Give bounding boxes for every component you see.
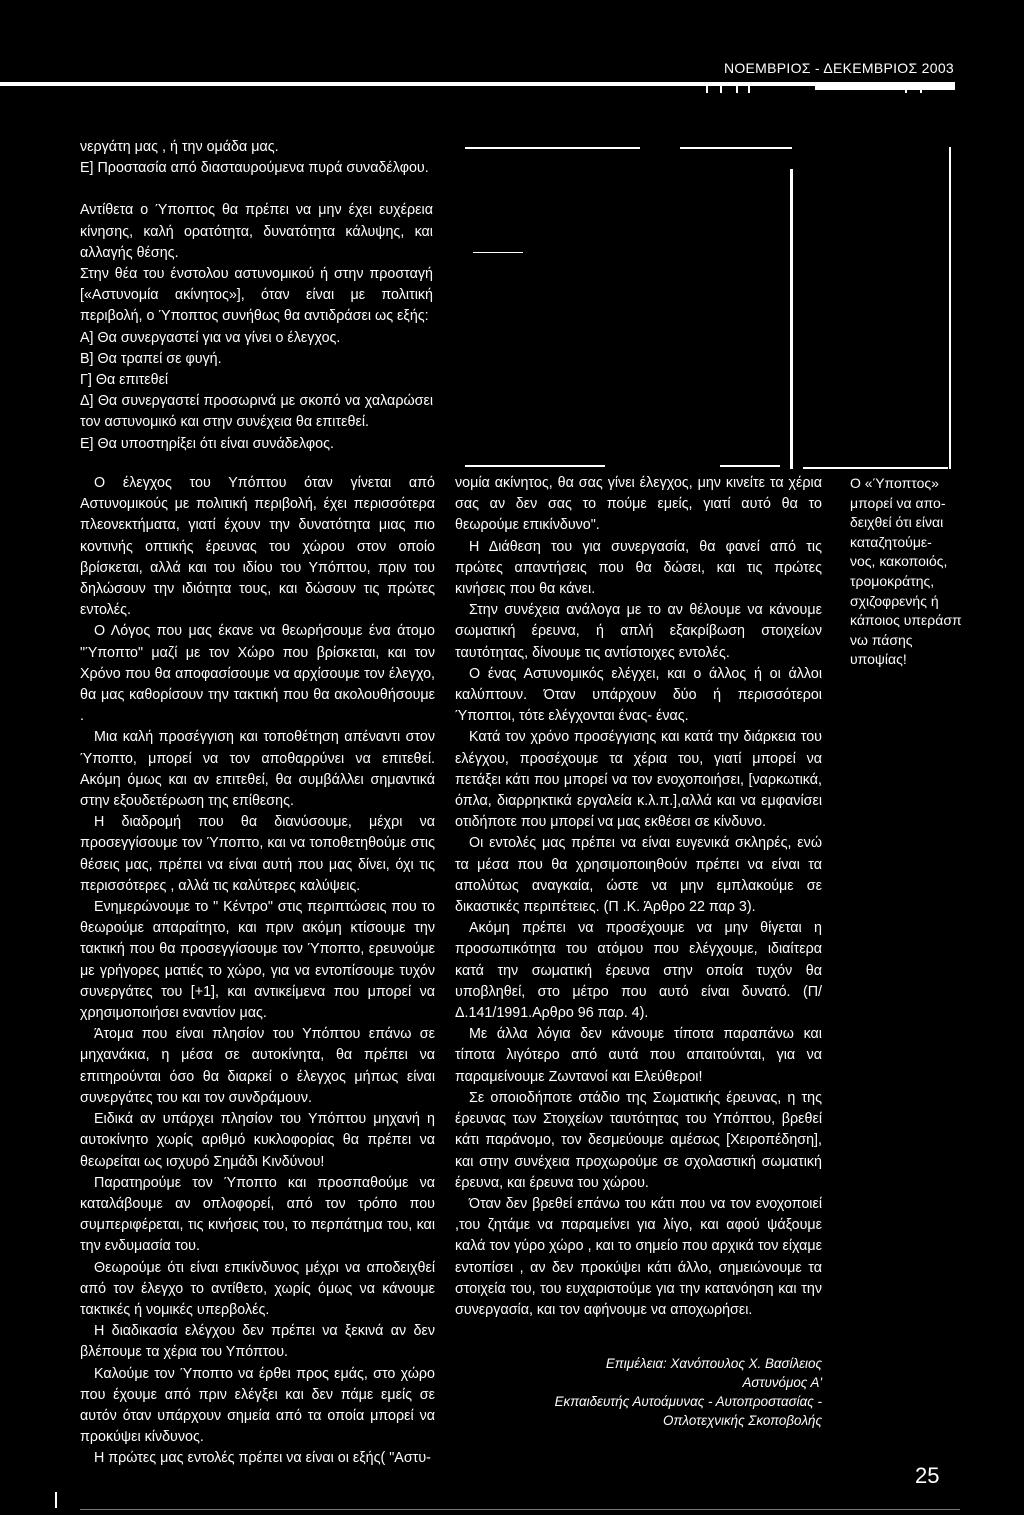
paragraph: Παρατηρούμε τον Ύποπτο και προσπαθούμε να καταλάβουμε αν οπλοφορεί, από τον τρόπο που συμπεριφέρεται, τις κινήσεις του, το περπάτημα του, και την ενδυμασία του. [80, 1174, 435, 1255]
rule-tick [736, 86, 738, 93]
callout-line: μπορεί να απο- [850, 494, 946, 511]
paragraph: Η διαδικασία ελέγχου δεν πρέπει να ξεκινά αν δεν βλέπουμε τα χέρια του Υπόπτου. [80, 1323, 435, 1361]
photo-frame [465, 147, 952, 469]
paragraph: Ο ένας Αστυνομικός ελέγχει, και ο άλλος ή οι άλλοι καλύπτουν. Όταν υπάρχουν δύο ή περισσότεροι Ύποπτοι, τότε ελέγχονται ένας- ένας. [455, 665, 822, 725]
callout-line: σχιζοφρενής ή [850, 592, 939, 609]
credit-line: Οπλοτεχνικής Σκοποβολής [663, 1413, 822, 1428]
paragraph: Όταν δεν βρεθεί επάνω του κάτι που να τον ενοχοποιεί ,του ζητάμε να παραμείνει για λίγο, και αφού ψάξουμε καλά τον γύρο χώρο , και το σημείο που αρχικά τον είχαμε εντοπίσει , αν δεν προκύψει κάτι άλλο, σημειώνουμε τα στοιχεία του, του ευχαριστούμε για την κατανόηση και την συνεργασία, και τον αφήνουμε να αποχωρήσει. [455, 1195, 822, 1318]
paragraph: Ενημερώνουμε το " Κέντρο" στις περιπτώσεις που το θεωρούμε απαραίτητο, και πριν ακόμη κτίσουμε την τακτική που θα προσεγγίσουμε τον Ύποπτο, ερευνούμε με γρήγορες ματιές το χώρο, για να εντοπίσουμε τυχόν συνεργάτες του [+1], και αντικείμενα που μπορεί να χρησιμοποιήσει εναντίον μας. [80, 899, 435, 1022]
callout-line: νος, κακοποιός, [850, 553, 948, 570]
rule-tick [720, 86, 722, 93]
list-item: Β] Θα τραπεί σε φυγή. [80, 350, 222, 367]
paragraph: Η διαδρομή που θα διανύσουμε, μέχρι να προσεγγίσουμε τον Ύποπτο, και να τοποθετηθούμε στις θέσεις μας, πρέπει να είναι αυτή που μας δίνει, όχι τις περισσότερες , αλλά τις καλύτερες καλύψεις. [80, 814, 435, 894]
callout-line: δειχθεί ότι είναι [850, 514, 944, 531]
credit-line: Εκπαιδευτής Αυτοάμυνας - Αυτοπροστασίας - [554, 1394, 822, 1409]
paragraph: Η πρώτες μας εντολές πρέπει να είναι οι εξής( "Αστυ- [94, 1450, 431, 1467]
author-credit [510, 1354, 822, 1430]
paragraph: Μια καλή προσέγγιση και τοποθέτηση απέναντι στον Ύποπτο, μπορεί να τον αποθαρρύνει να επιτεθεί. Ακόμη όμως και αν επιτεθεί, θα συμβάλλει σημαντικά στην εξουδετέρωση της επίθεσης. [80, 729, 435, 810]
middle-column [455, 473, 822, 1321]
callout-line: καταζητούμε- [850, 533, 932, 550]
list-item: Γ] Θα επιτεθεί [80, 372, 169, 389]
callout-line: τρομοκράτης, [850, 572, 935, 589]
list-item: Ε] Θα υποστηρίξει ότι είναι συνάδελφος. [80, 435, 334, 452]
paragraph: Οι εντολές μας πρέπει να είναι ευγενικά σκληρές, ενώ τα μέσα που θα χρησιμοποιηθούν πρέπει να είναι τα απολύτως αναγκαία, ώστε να μην εμπλακούμε σε δικαστικές περιπέτειες. (Π .Κ. Άρθρο 22 παρ 3). [455, 835, 822, 916]
paragraph: Κατά τον χρόνο προσέγγισης και κατά την διάρκεια του ελέγχου, προσέχουμε τα χέρια του, γιατί μπορεί να πετάξει κάτι που μπορεί να τον ενοχοποιήσει, [ναρκωτικά, όπλα, διαρρηκτικά εργαλεία κ.λ.π.],αλλά και να εμφανίσει οτιδήποτε που μπορεί να μας εκθέσει σε κίνδυνο. [455, 729, 822, 831]
page-number: 25 [915, 1463, 940, 1488]
paragraph: Αντίθετα ο Ύποπτος θα πρέπει να μην έχει ευχέρεια κίνησης, καλή ορατότητα, δυνατότητα κάλυψης, και αλλαγής θέσης. [80, 202, 433, 261]
sidebar-callout [850, 474, 965, 670]
rule-tick [706, 86, 708, 93]
callout-line: Ο «Ύποπτος» [850, 475, 939, 491]
rule-tick [905, 86, 907, 93]
callout-line: νω πάσης [850, 631, 913, 648]
paragraph: Ο Λόγος που μας έκανε να θεωρήσουμε ένα άτομο "Ύποπτο" μαζί με τον Χώρο που βρίσκεται, και τον Χρόνο που θα αποφασίσουμε να αρχίσουμε τον έλεγχο, θα μας καθορίσουν την τακτική που θα ακολουθήσουμε . [80, 623, 435, 725]
issue-date: ΝΟΕΜΒΡΙΟΣ - ΔΕΚΕΜΒΡΙΟΣ 2003 [723, 60, 954, 76]
left-column [80, 473, 435, 1470]
left-top-column [80, 137, 433, 455]
paragraph: Ο έλεγχος του Υπόπτου όταν γίνεται από Αστυνομικούς με πολιτική περιβολή, έχει περισσότερα πλεονεκτήματα, γιατί έχουν την δυνατότητα μιας πιο κοντινής οπτικής έρευνας του χώρου στον οποίο βρίσκεται, αλλά και του ιδίου του Υπόπτου, πριν του δηλώσουν την ιδιότητα τους, και δώσουν τις πρώτες εντολές. [80, 475, 435, 619]
paragraph: Στην θέα του ένστολου αστυνομικού ή στην προσταγή [«Αστυνομία ακίνητος»], όταν είναι με πολιτική περιβολή, ο Ύποπτος συνήθως θα αντιδράσει ως εξής: [80, 266, 433, 325]
paragraph: Θεωρούμε ότι είναι επικίνδυνος μέχρι να αποδειχθεί από τον έλεγχο το αντίθετο, χωρίς όμως να κάνουμε τακτικές ή νομικές υπερβολές. [80, 1259, 435, 1318]
paragraph: Ακόμη πρέπει να προσέχουμε να μην θίγεται η προσωπικότητα του ατόμου που ελέγχουμε, ιδιαίτερα κατά την σωματική έρευνα στην οποία τυχόν θα υποβληθεί, στο μέτρο που αυτό είναι δυνατό. (Π/Δ.141/1991.Αρθρο 96 παρ. 4). [455, 920, 822, 1022]
paragraph: Ε] Προστασία από διασταυρούμενα πυρά συναδέλφου. [80, 160, 429, 177]
paragraph: Ειδικά αν υπάρχει πλησίον του Υπόπτου μηχανή η αυτοκίνητο χωρίς αριθμό κυκλοφορίας θα πρέπει να θεωρείται ως ισχυρό Σημάδι Κινδύνου! [80, 1111, 435, 1170]
paragraph: Καλούμε τον Ύποπτο να έρθει προς εμάς, στο χώρο που έχουμε από πριν ελέγξει και δεν πάμε εμείς σε αυτόν όταν υπάρχουν σημεία από τα οποία μπορεί να προκύψει κίνδυνος. [80, 1365, 435, 1446]
list-item: Α] Θα συνεργαστεί για να γίνει ο έλεγχος. [80, 329, 341, 346]
paragraph: νομία ακίνητος, θα σας γίνει έλεγχος, μην κινείτε τα χέρια σας αν δεν σας το πούμε εμείς, γιατί αυτό θα το θεωρούμε επικίνδυνο". [455, 475, 822, 534]
bottom-rule [80, 1509, 960, 1510]
callout-line: υποψίας! [850, 651, 907, 668]
bottom-mark [55, 1492, 57, 1508]
paragraph: Άτομα που είναι πλησίον του Υπόπτου επάνω σε μηχανάκια, η μέσα σε αυτοκίνητα, θα πρέπει να επιτηρούνται όσο θα διαρκεί ο έλεγχος μήπως είναι συνεργάτες του και τον συνδράμουν. [80, 1026, 435, 1106]
paragraph: Η Διάθεση του για συνεργασία, θα φανεί από τις πρώτες απαντήσεις που θα δώσει, και τις πρώτες κινήσεις που θα κάνει. [455, 538, 822, 598]
callout-line: κάποιος υπεράσπ [850, 612, 962, 629]
credit-line: Επιμέλεια: Χανόπουλος Χ. Βασίλειος [605, 1356, 822, 1371]
header-rule-accent [815, 86, 955, 90]
rule-tick [920, 86, 922, 93]
credit-line: Αστυνόμος Α' [742, 1375, 822, 1390]
page-header [0, 0, 1024, 100]
paragraph: Σε οποιοδήποτε στάδιο της Σωματικής έρευνας, η της έρευνας των Στοιχείων ταυτότητας του Υπόπτου, βρεθεί κάτι παράνομο, τον δεσμεύουμε αμέσως [Χειροπέδηση], και στην συνέχεια προχωρούμε σε σχολαστική σωματική έρευνα, και έρευνα του χώρου. [455, 1089, 822, 1191]
paragraph: Με άλλα λόγια δεν κάνουμε τίποτα παραπάνω και τίποτα λιγότερο από αυτά που απαιτούνται, για να παραμείνουμε Ζωντανοί και Ελεύθεροι! [455, 1026, 822, 1085]
paragraph: νεργάτη μας , ή την ομάδα μας. [80, 139, 279, 155]
paragraph: Στην συνέχεια ανάλογα με το αν θέλουμε να κάνουμε σωματική έρευνα, ή απλή εξακρίβωση στοιχείων ταυτότητας, δίνουμε τις αντίστοιχες εντολές. [455, 602, 822, 661]
list-item: Δ] Θα συνεργαστεί προσωρινά με σκοπό να χαλαρώσει τον αστυνομικό και στην συνέχεια θα επιτεθεί. [80, 393, 433, 431]
rule-tick [748, 86, 750, 93]
header-rule [0, 82, 955, 86]
